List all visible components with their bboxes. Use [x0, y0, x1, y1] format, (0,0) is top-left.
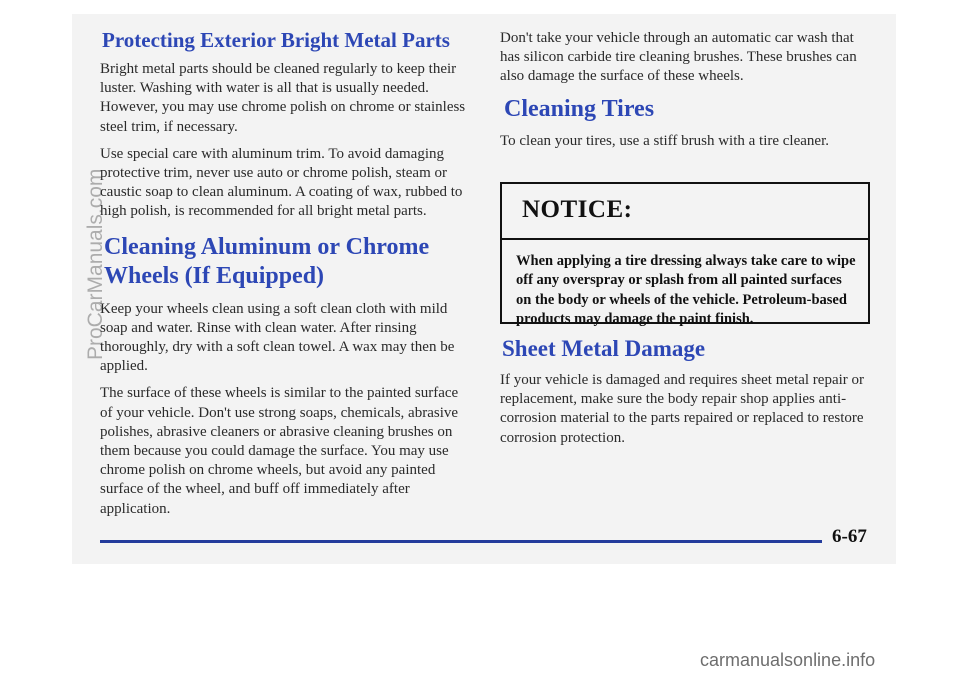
heading-protecting-metal: Protecting Exterior Bright Metal Parts [102, 28, 450, 52]
right-column [500, 14, 870, 151]
paragraph-aluminum-trim: Use special care with aluminum trim. To avoid damaging protective trim, never use auto or chrome polish, steam or caustic soap to clean aluminum. A coating of wax, rubbed to high polish, is recommended for all bright metal parts. [100, 145, 463, 220]
footer-rule [100, 540, 822, 543]
heading-sheet-metal: Sheet Metal Damage [502, 336, 706, 361]
heading-cleaning-wheels-line2: Wheels (If Equipped) [104, 262, 325, 289]
heading-cleaning-tires: Cleaning Tires [504, 95, 655, 122]
paragraph-sheet-metal: If your vehicle is damaged and requires sheet metal repair or replacement, make sure the body repair shop applies anti-corrosion material to the parts repaired or replaced to restore corrosion protection. [500, 372, 865, 446]
notice-text: When applying a tire dressing always take care to wipe off any overspray or splash from all painted surfaces on the body or wheels of the vehicle. Petroleum-based products may damage the paint finish. [516, 253, 856, 328]
paragraph-wheel-surface: The surface of these wheels is similar to the painted surface of your vehicle. Don't use strong soaps, chemicals, abrasive polishes, abrasive cleaners or abrasive cleaning brushes on them because you could damage the surface. You may use chrome polish on chrome wheels, but avoid any painted surface of the wheel, and buff off immediately after application. [100, 385, 459, 517]
right-column-lower [500, 336, 870, 448]
bottom-watermark: carmanualsonline.info [700, 650, 876, 670]
left-column [100, 14, 472, 519]
side-watermark: ProCarManuals.com [84, 168, 107, 360]
notice-title: NOTICE: [502, 184, 868, 240]
paragraph-car-wash: Don't take your vehicle through an automatic car wash that has silicon carbide tire cleaning brushes. These brushes can also damage the surface of these wheels. [500, 30, 857, 85]
page-number: 6-67 [832, 526, 867, 547]
heading-cleaning-wheels-line1: Cleaning Aluminum or Chrome [104, 233, 430, 260]
paragraph-clean-tires: To clean your tires, use a stiff brush with a tire cleaner. [500, 132, 829, 149]
heading-cleaning-wheels [104, 233, 472, 291]
paragraph-keep-wheels-clean: Keep your wheels clean using a soft clean cloth with mild soap and water. Rinse with clean water. After rinsing thoroughly, dry with a soft clean towel. A wax may then be applied. [100, 300, 455, 375]
paragraph-bright-metal: Bright metal parts should be cleaned regularly to keep their luster. Washing with water is all that is usually needed. However, you may use chrome polish on chrome or stainless steel trim, if necessary. [100, 61, 466, 135]
notice-box [500, 182, 870, 328]
